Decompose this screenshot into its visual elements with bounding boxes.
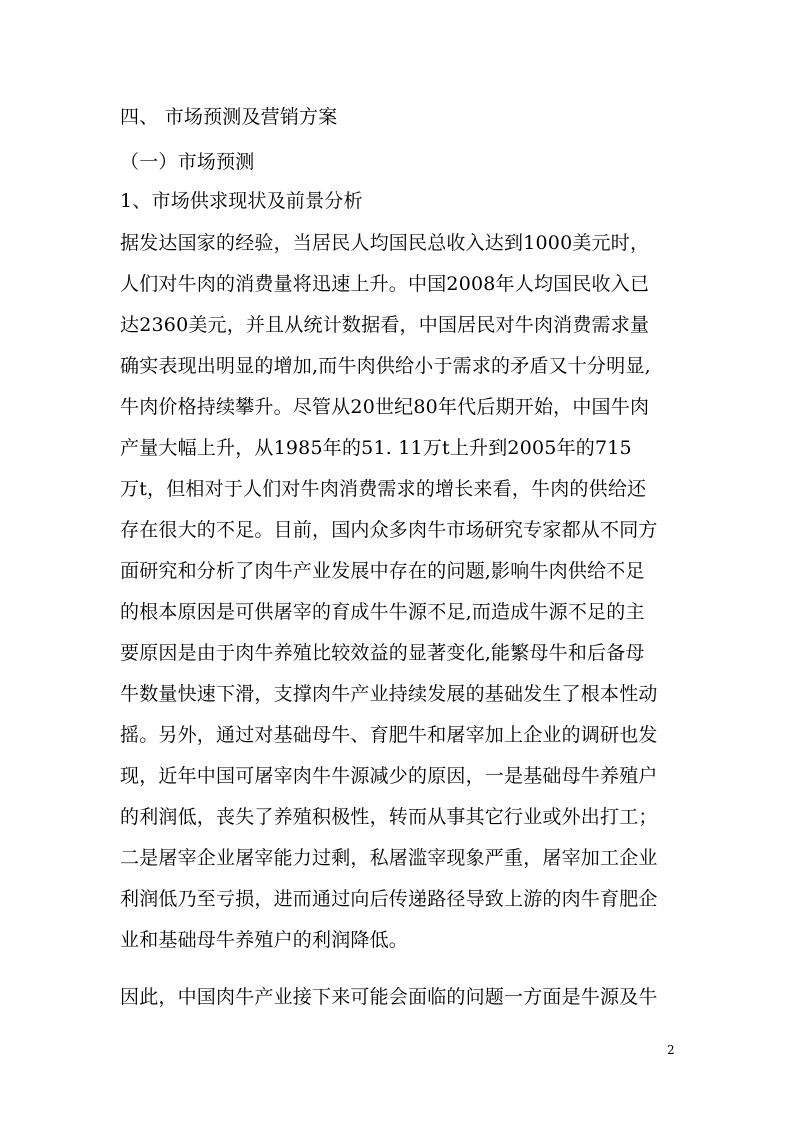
paragraph-line: 万t，但相对于人们对牛肉消费需求的增长来看，牛肉的供给还 bbox=[120, 478, 647, 500]
paragraph-line: 摇。另外，通过对基础母牛、育肥牛和屠宰加上企业的调研也发 bbox=[120, 724, 658, 746]
paragraph-line: 要原因是由于肉牛养殖比较效益的显著变化,能繁母牛和后备母 bbox=[120, 642, 645, 664]
paragraph-line: 确实表现出明显的增加,而牛肉供给小于需求的矛盾又十分明显, bbox=[120, 355, 651, 377]
paragraph-line: 面研究和分析了肉牛产业发展中存在的问题,影响牛肉供给不足 bbox=[120, 560, 645, 582]
page-number: 2 bbox=[667, 1043, 675, 1057]
paragraph-line: 人们对牛肉的消费量将迅速上升。中国2008年人均国民收入已 bbox=[120, 273, 650, 295]
paragraph-line: 据发达国家的经验，当居民人均国民总收入达到1000美元时， bbox=[120, 232, 650, 254]
paragraph-line: 产量大幅上升，从1985年的51. 11万t上升到2005年的715 bbox=[120, 437, 632, 459]
section-heading: 四、 市场预测及营销方案 bbox=[120, 106, 338, 128]
paragraph-line: 利润低乃至亏损，进而通过向后传递路径导致上游的肉牛育肥企 bbox=[120, 888, 658, 910]
paragraph-line: 现，近年中国可屠宰肉牛牛源减少的原因，一是基础母牛养殖户 bbox=[120, 765, 658, 787]
paragraph-line: 牛数量快速下滑，支撑肉牛产业持续发展的基础发生了根本性动 bbox=[120, 683, 658, 705]
paragraph-line: 达2360美元，并且从统计数据看，中国居民对牛肉消费需求量 bbox=[120, 314, 650, 336]
paragraph-line: 存在很大的不足。目前，国内众多肉牛市场研究专家都从不同方 bbox=[120, 519, 658, 541]
paragraph-line: 牛肉价格持续攀升。尽管从20世纪80年代后期开始，中国牛肉 bbox=[120, 396, 650, 418]
paragraph-line: 的利润低，丧失了养殖积极性，转而从事其它行业或外出打工； bbox=[120, 806, 658, 828]
paragraph-line: 二是屠宰企业屠宰能力过剩，私屠滥宰现象严重，屠宰加工企业 bbox=[120, 847, 658, 869]
subsection-heading: （一）市场预测 bbox=[120, 151, 255, 173]
paragraph-line: 业和基础母牛养殖户的利润降低。 bbox=[120, 929, 409, 951]
item-heading: 1、市场供求现状及前景分析 bbox=[120, 190, 363, 212]
paragraph-line: 因此，中国肉牛产业接下来可能会面临的问题一方面是牛源及牛 bbox=[120, 986, 658, 1008]
paragraph-line: 的根本原因是可供屠宰的育成牛牛源不足,而造成牛源不足的主 bbox=[120, 601, 645, 623]
